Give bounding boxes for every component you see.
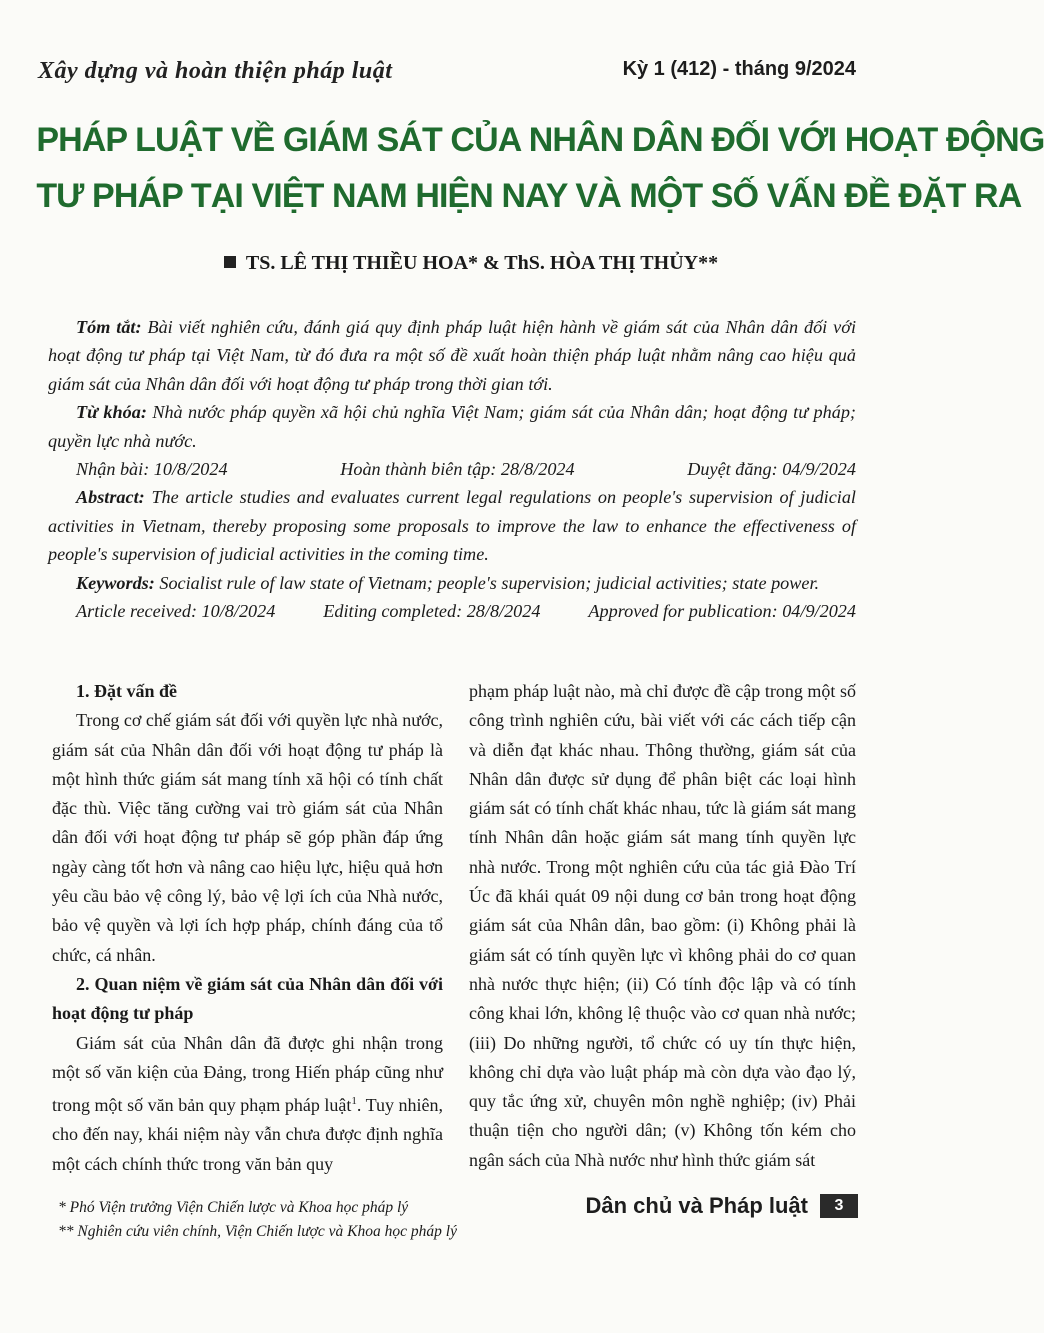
keywords-vi <box>48 398 856 455</box>
abstract-block <box>48 313 856 625</box>
bullet-square-icon <box>224 256 236 268</box>
keywords-en <box>48 569 856 597</box>
section-2-continued: phạm pháp luật nào, mà chỉ được đề cập trong một số công trình nghiên cứu, bài viết với các cách tiếp cận và diễn đạt khác nhau. Thông thường, giám sát của Nhân dân được sử dụng để phân biệt các loại hình giám sát có tính chất khác nhau, tức là giám sát mang tính Nhân dân hoặc giám sát mang tính quyền lực nhà nước. Trong một nghiên cứu của tác giả Đào Trí Úc đã khái quát 09 nội dung cơ bản trong hoạt động giám sát của Nhân dân, bao gồm: (i) Không phải là giám sát có tính quyền lực vì không phải do cơ quan nhà nước thực hiện; (ii) Có tính độc lập và có tính công khai lớn, không lệ thuộc vào cơ quan nhà nước; (iii) Do những người, tổ chức có uy tín thực hiện, không chỉ dựa vào luật pháp mà còn dựa vào đạo lý, quy tắc ứng xử, chuyên môn nghề nghiệp; (iv) Phải thuận tiện cho người dân; (v) Không tốn kém cho ngân sách của Nhà nước như hình thức giám sát <box>469 681 856 1170</box>
issue-label: Kỳ 1 (412) - tháng 9/2024 <box>622 58 856 80</box>
section-2-text-b: . Tuy nhiên, cho đến nay, khái niệm này vẫn chưa được định nghĩa một cách chính thức trong văn bản quy <box>52 1095 444 1174</box>
keywords-en-label: Keywords: <box>76 572 155 593</box>
page-number: 3 <box>820 1194 858 1218</box>
section-1-heading: 1. Đặt vấn đề <box>76 681 178 701</box>
page-footer <box>586 1193 859 1219</box>
summary-vi-label: Tóm tắt: <box>76 317 142 337</box>
body-column-left <box>52 677 443 1179</box>
summary-vi-text: Bài viết nghiên cứu, đánh giá quy định pháp luật hiện hành về giám sát của Nhân dân đối với hoạt động tư pháp tại Việt Nam, từ đó đưa ra một số đề xuất hoàn thiện pháp luật nhằm nâng cao hiệu quả giám sát của Nhân dân đối với hoạt động tư pháp trong thời gian tới. <box>48 317 856 394</box>
edited-en: Editing completed: 28/8/2024 <box>323 601 541 622</box>
approved-vi: Duyệt đăng: 04/9/2024 <box>687 459 856 480</box>
footnote-2: ** Nghiên cứu viên chính, Viện Chiến lược và Khoa học pháp lý <box>58 1223 457 1240</box>
approved-en: Approved for publication: 04/9/2024 <box>588 601 856 622</box>
keywords-en-text: Socialist rule of law state of Vietnam; people's supervision; judicial activities; state power. <box>154 572 820 593</box>
section-2-heading: 2. Quan niệm về giám sát của Nhân dân đối với hoạt động tư pháp <box>52 973 443 1024</box>
body-column-right <box>469 677 856 1175</box>
article-title-line-2: TƯ PHÁP TẠI VIỆT NAM HIỆN NAY VÀ MỘT SỐ VẤN ĐỀ ĐẶT RA <box>36 177 1022 215</box>
keywords-vi-text: Nhà nước pháp quyền xã hội chủ nghĩa Việt Nam; giám sát của Nhân dân; hoạt động tư pháp; quyền lực nhà nước. <box>48 402 856 451</box>
authors: TS. LÊ THỊ THIỀU HOA* & ThS. HÒA THỊ THỦY** <box>245 252 719 274</box>
abstract-en <box>48 483 856 568</box>
dates-vi <box>48 455 856 483</box>
received-en: Article received: 10/8/2024 <box>76 601 276 622</box>
edited-vi: Hoàn thành biên tập: 28/8/2024 <box>340 459 575 480</box>
author-footnotes <box>58 1196 457 1244</box>
footnote-ref: 1 <box>351 1095 357 1108</box>
received-vi: Nhận bài: 10/8/2024 <box>76 459 228 480</box>
running-header <box>38 54 856 90</box>
article-title <box>36 112 1044 224</box>
journal-section-title: Xây dựng và hoàn thiện pháp luật <box>38 58 393 84</box>
magazine-name: Dân chủ và Pháp luật <box>585 1193 808 1218</box>
section-2-text-a: Giám sát của Nhân dân đã được ghi nhận trong một số văn kiện của Đảng, trong Hiến pháp cũng như trong một số văn bản quy phạm pháp luật <box>52 1032 443 1116</box>
section-1-paragraph: Trong cơ chế giám sát đối với quyền lực nhà nước, giám sát của Nhân dân đối với hoạt động tư pháp là một hình thức giám sát mang tính xã hội có tính chất đặc thù. Việc tăng cường vai trò giám sát của Nhân dân đối với hoạt động tư pháp sẽ góp phần đáp ứng ngày càng tốt hơn và nâng cao hiệu lực, hiệu quả hơn yêu cầu bảo vệ công lý, bảo vệ lợi ích của Nhà nước, bảo vệ quyền và lợi ích hợp pháp, chính đáng của tổ chức, cá nhân. <box>52 710 443 965</box>
dates-en <box>48 597 856 625</box>
abstract-en-text: The article studies and evaluates current legal regulations on people's supervision of judicial activities in Vietnam, thereby proposing some proposals to improve the law to enhance the effectiveness of people's supervision of judicial activities in the coming time. <box>48 487 856 565</box>
abstract-en-label: Abstract: <box>76 487 145 508</box>
keywords-vi-label: Từ khóa: <box>76 402 147 423</box>
authors-line <box>0 252 942 275</box>
footnote-1: * Phó Viện trưởng Viện Chiến lược và Khoa học pháp lý <box>58 1199 409 1216</box>
section-2-paragraph <box>52 1029 443 1179</box>
summary-vi <box>48 313 856 398</box>
article-title-line-1: PHÁP LUẬT VỀ GIÁM SÁT CỦA NHÂN DÂN ĐỐI VỚI HOẠT ĐỘNG <box>36 121 1044 159</box>
